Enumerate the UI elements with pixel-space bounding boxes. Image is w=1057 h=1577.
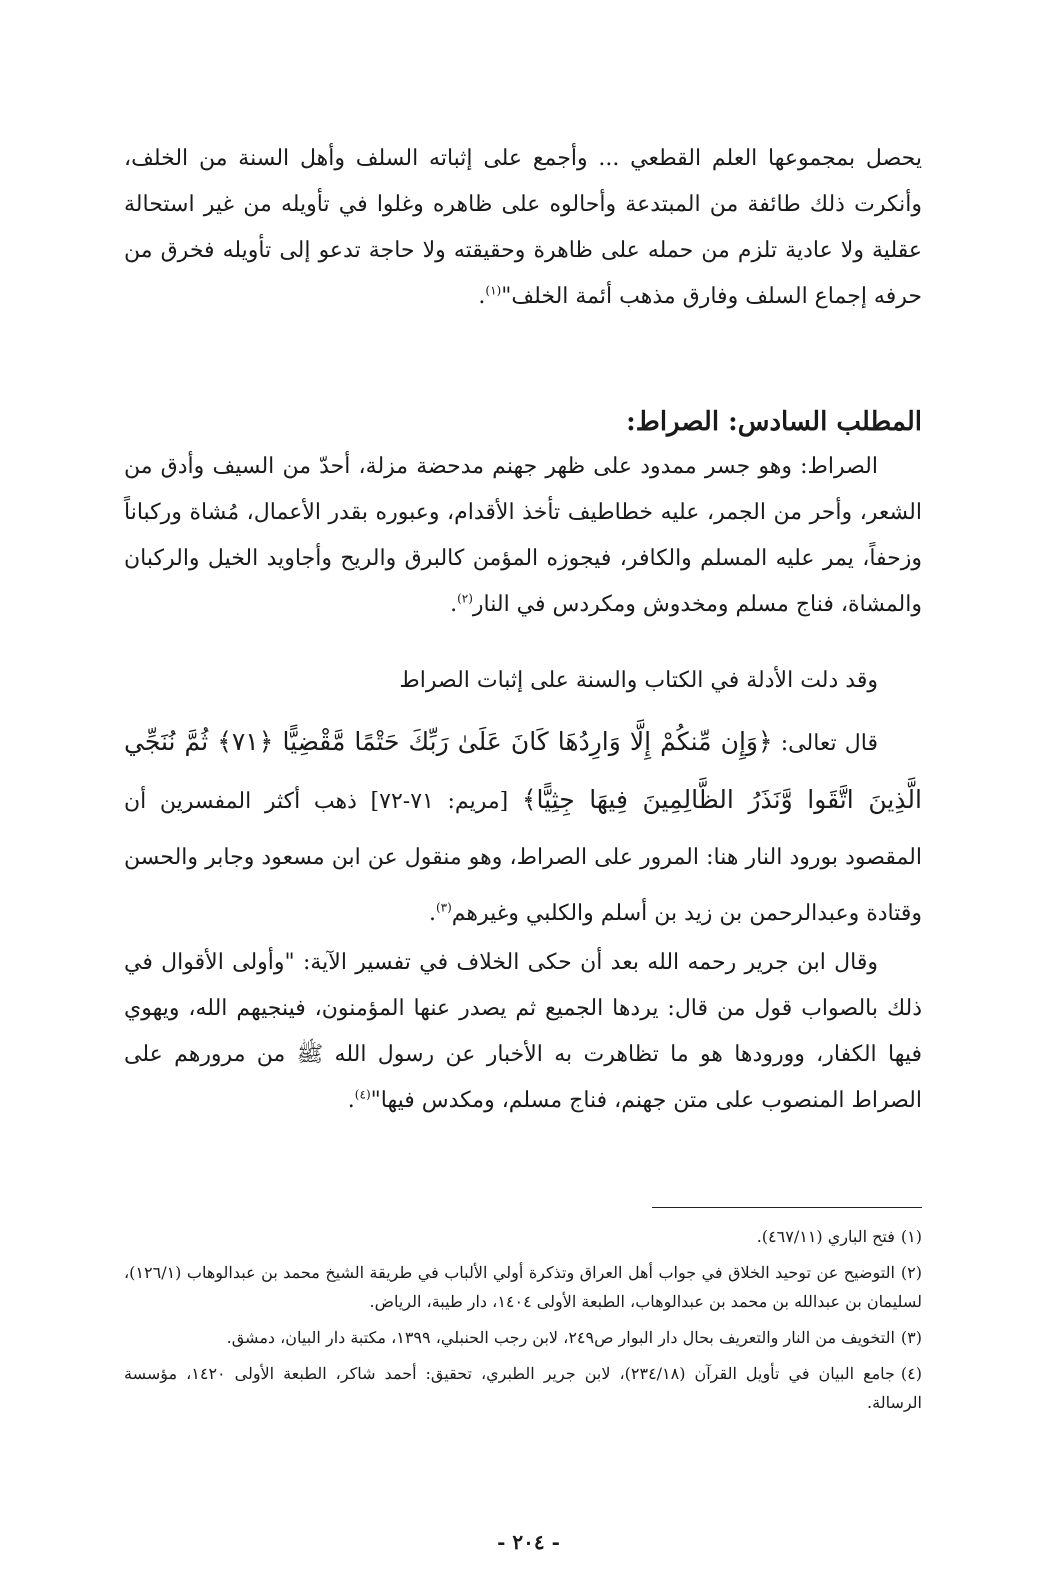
footnote-ref-1[interactable]: (١) bbox=[485, 283, 502, 298]
verse-intro: قال تعالى: bbox=[772, 731, 878, 756]
footnote-item bbox=[124, 1359, 922, 1417]
footnote-ref-2[interactable]: (٢) bbox=[457, 591, 473, 606]
footnote-text: فتح الباري (٤٦٧/١١). bbox=[756, 1227, 895, 1246]
sirat-end: . bbox=[450, 592, 458, 617]
footnote-text: جامع البيان في تأويل القرآن (٢٣٤/١٨)، لابن جرير الطبري، تحقيق: أحمد شاكر، الطبعة الأولى ١٤٢٠، مؤسسة الرسالة. bbox=[124, 1364, 922, 1412]
tabari-paragraph bbox=[124, 940, 922, 1124]
intro-paragraph bbox=[124, 136, 922, 320]
footnote-ref-3[interactable]: (٣) bbox=[435, 900, 452, 915]
footnote-number: (٤) bbox=[900, 1364, 923, 1383]
section-heading: المطلب السادس: الصراط: bbox=[626, 407, 922, 437]
footnote-number: (٣) bbox=[900, 1328, 922, 1347]
verse-end: . bbox=[428, 901, 436, 926]
footnotes-list bbox=[124, 1222, 922, 1424]
footnote-number: (١) bbox=[900, 1227, 922, 1246]
footnote-item bbox=[124, 1323, 922, 1352]
footnote-number: (٢) bbox=[900, 1263, 922, 1282]
evidence-paragraph: وقد دلت الأدلة في الكتاب والسنة على إثبات الصراط bbox=[399, 668, 878, 693]
tabari-text: وقال ابن جرير رحمه الله بعد أن حكى الخلاف في تفسير الآية: "وأولى الأقوال في ذلك بالصواب قول من قال: يردها الجميع ثم يصدر عنها المؤمنون، فينجيهم الله، ويهوي فيها الكفار، وورودها هو ما تظاهرت به الأخبار عن رسول الله ﷺ من مرورهم على الصراط المنصوب على متن جهنم، فناج مسلم، ومكدس فيها" bbox=[124, 950, 922, 1113]
intro-text: يحصل بمجموعها العلم القطعي ... وأجمع على إثباته السلف وأهل السنة من الخلف، وأنكرت ذلك طائفة من المبتدعة وأحالوه على ظاهره وغلوا في تأويله من غير استحالة عقلية ولا عادية تلزم من حمله على ظاهرة وحقيقته ولا حاجة تدعو إلى تأويله فخرق من حرفه إجماع السلف وفارق مذهب أئمة الخلف" bbox=[124, 146, 922, 309]
footnote-text: التخويف من النار والتعريف بحال دار البوار ص٢٤٩، لابن رجب الحنبلي، ١٣٩٩، مكتبة دار البيان، دمشق. bbox=[226, 1328, 895, 1347]
footnote-text: التوضيح عن توحيد الخلاق في جواب أهل العراق وتذكرة أولي الألباب في طريقة الشيخ محمد بن عبدالوهاب (١٢٦/١)، لسليمان بن عبدالله بن محمد بن عبدالوهاب، الطبعة الأولى ١٤٠٤، دار طيبة، الرياض. bbox=[124, 1263, 922, 1311]
intro-end: . bbox=[478, 284, 486, 309]
tabari-end: . bbox=[347, 1088, 355, 1113]
sirat-paragraph bbox=[124, 444, 922, 628]
quran-verse: ﴿وَإِن مِّنكُمْ إِلَّا وَارِدُهَا كَانَ عَلَىٰ رَبِّكَ حَتْمًا مَّقْضِيًّا ﴿٧١﴾ ثُمَّ نُنَجِّي الَّذِينَ اتَّقَوا وَّنَذَرُ الظَّالِمِينَ فِيهَا جِثِيًّا﴾ bbox=[124, 727, 922, 814]
verse-commentary: [مريم: ٧١-٧٢] ذهب أكثر المفسرين أن المقصود بورود النار هنا: المرور على الصراط، وهو منقول عن ابن مسعود وجابر والحسن وقتادة وعبدالرحمن بن زيد بن أسلم والكلبي وغيرهم bbox=[124, 789, 922, 926]
footnote-item bbox=[124, 1222, 922, 1251]
footnote-ref-4[interactable]: (٤) bbox=[354, 1087, 371, 1102]
footnote-item bbox=[124, 1258, 922, 1316]
verse-paragraph bbox=[124, 714, 922, 942]
sirat-text: الصراط: وهو جسر ممدود على ظهر جهنم مدحضة مزلة، أحدّ من السيف وأدق من الشعر، وأحر من الجمر، عليه خطاطيف تأخذ الأقدام، وعبوره بقدر الأعمال، مُشاة وركباناً وزحفاً، يمر عليه المسلم والكافر، فيجوزه المؤمن كالبرق والريح وأجاويد الخيل والركبان والمشاة، فناج مسلم ومخدوش ومكردس في النار bbox=[124, 454, 922, 617]
page-number: - ٢٠٤ - bbox=[497, 1530, 560, 1554]
footnote-divider bbox=[652, 1207, 922, 1208]
